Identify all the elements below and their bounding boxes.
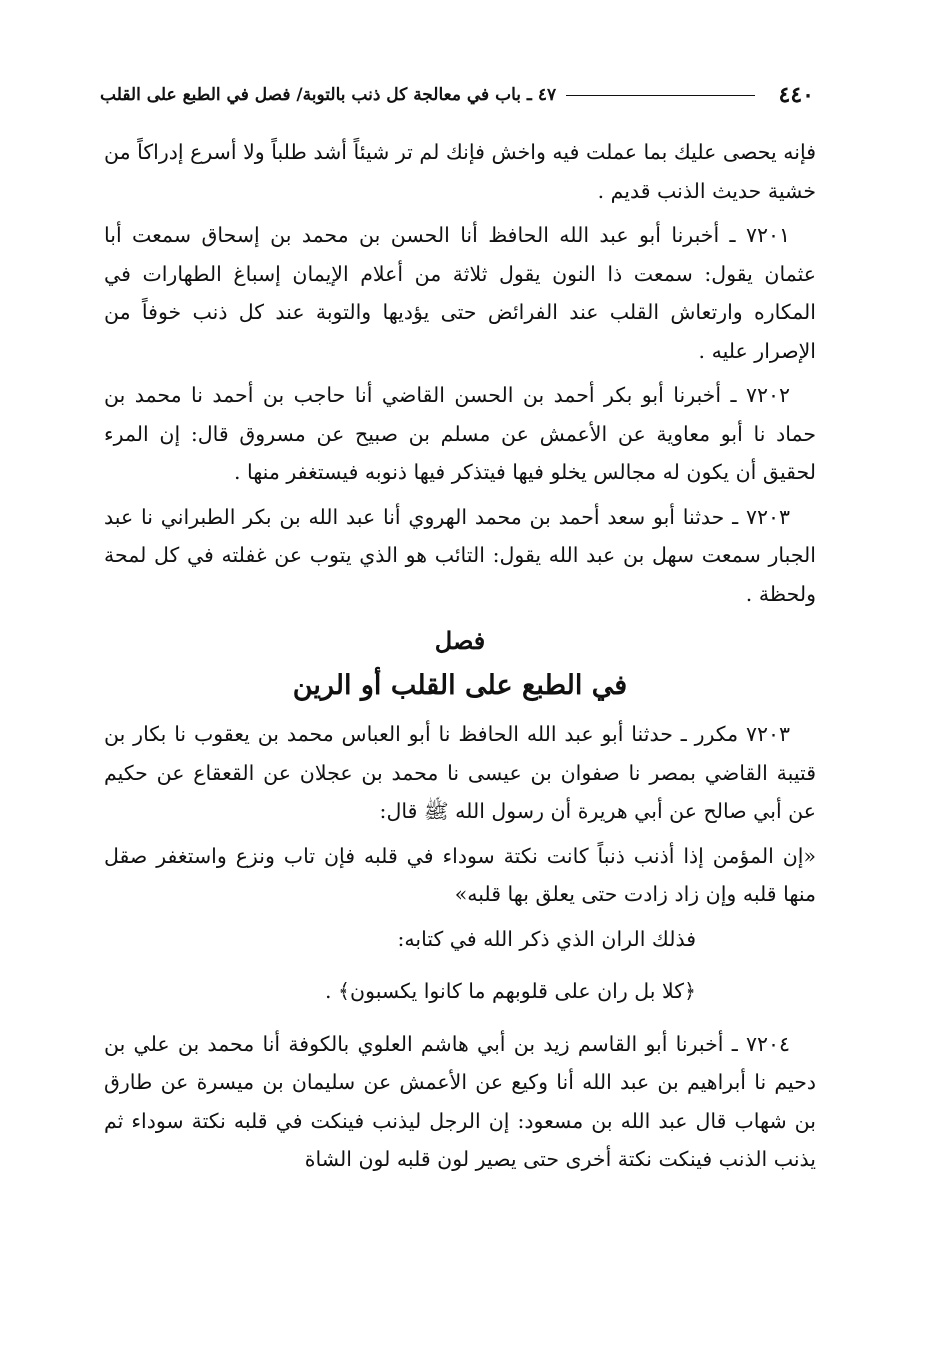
section-subtitle: في الطبع على القلب أو الرين: [292, 670, 628, 701]
paragraph-7204: ٧٢٠٤ ـ أخبرنا أبو القاسم زيد بن أبي هاشم العلوي بالكوفة أنا محمد بن علي بن دحيم نا أبراهيم بن عبد الله أنا وكيع عن الأعمش عن سليمان بن ميسرة عن طارق بن شهاب قال عبد الله بن مسعود: إن الرجل ليذنب فينكت في قلبه نكتة سوداء ثم يذنب الذنب فينكت نكتة أخرى حتى يصير لون قلبه لون الشاة: [104, 1031, 816, 1171]
section-title: فصل: [434, 626, 486, 655]
page-header: [100, 78, 814, 112]
paragraph-7202: ٧٢٠٢ ـ أخبرنا أبو بكر أحمد بن الحسن القاضي أنا حاجب بن أحمد نا محمد بن حماد نا أبو معاوية عن الأعمش عن مسلم بن صبيح عن مسروق قال: إن المرء لحقيق أن يكون له مجالس يخلو فيها فيتذكر فيها ذنوبه فيستغفر منها .: [104, 383, 816, 484]
paragraph-7201: ٧٢٠١ ـ أخبرنا أبو عبد الله الحافظ أنا الحسن بن محمد بن إسحاق سمعت أبا عثمان يقول: سمعت ذا النون يقول ثلاثة من أعلام الإيمان إسباغ الطهارات في المكاره وارتعاش القلب عند الفرائض حتى يؤديها والتوبة عند كل ذنب خوفاً من الإصرار عليه .: [104, 223, 816, 363]
dhalika-line: فذلك الران الذي ذكر الله في كتابه:: [397, 926, 696, 951]
running-title: ٤٧ ـ باب في معالجة كل ذنب بالتوبة/ فصل في الطبع على القلب: [100, 85, 557, 105]
page-number: ٤٤٠: [778, 82, 814, 108]
header-rule: [566, 95, 754, 96]
quran-verse: ﴿كلا بل ران على قلوبهم ما كانوا يكسبون﴾ .: [325, 979, 696, 1003]
paragraph-7203-repeat: ٧٢٠٣ مكرر ـ حدثنا أبو عبد الله الحافظ نا أبو العباس محمد بن يعقوب نا بكار بن قتيبة القاضي بمصر نا صفوان بن عيسى نا محمد بن عجلان عن القعقاع عن حكيم عن أبي صالح عن أبي هريرة أن رسول الله ﷺ قال:: [104, 722, 816, 823]
paragraph-7203: ٧٢٠٣ ـ حدثنا أبو سعد أحمد بن محمد الهروي أنا عبد الله بن بكر الطبراني نا عبد الجبار سمعت سهل بن عبد الله يقول: التائب هو الذي يتوب عن غفلته في كل لمحة ولحظة .: [104, 504, 816, 606]
paragraph-continuation: فإنه يحصى عليك بما عملت فيه واخش فإنك لم تر شيئاً أشد طلباً ولا أسرع إدراكاً من خشية حديث الذنب قديم .: [104, 140, 816, 203]
section-heading: [104, 619, 816, 709]
hadith-quote: «إن المؤمن إذا أذنب ذنباً كانت نكتة سوداء في قلبه فإن تاب ونزع واستغفر صقل منها قلبه وإن زاد زادت حتى يعلق بها قلبه»: [104, 843, 816, 906]
page-body: [104, 133, 816, 1185]
